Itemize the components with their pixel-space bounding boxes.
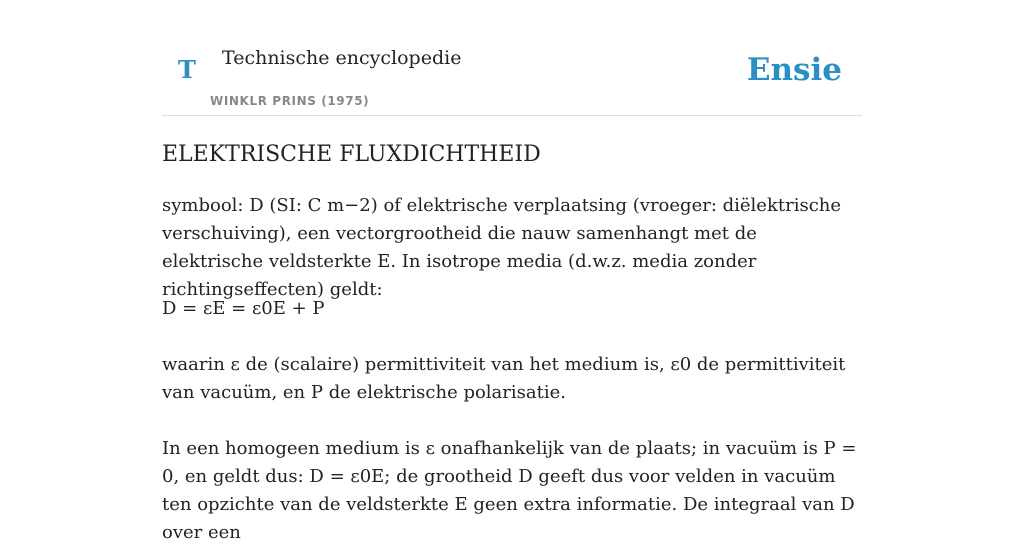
article-title: ELEKTRISCHE FLUXDICHTHEID: [162, 142, 541, 167]
source-subtitle: WINKLR PRINS (1975): [210, 94, 370, 108]
brand-logo[interactable]: Ensie: [746, 52, 842, 88]
article-paragraph: In een homogeen medium is ε onafhankelijk van de plaats; in vacuüm is P = 0, en geldt dus: D = ε0E; de grootheid D geeft dus voor velden in vacuüm ten opzichte van de veldsterkte E geen extra informatie. De integraal van D over een: [162, 438, 857, 543]
formula-paragraph: D = εE = ε0E + P: [162, 298, 325, 319]
site-header: [162, 0, 862, 116]
article-paragraph: waarin ε de (scalaire) permittiviteit van het medium is, ε0 de permittiviteit van vacuüm, en P de elektrische polarisatie.: [162, 354, 846, 403]
site-logo[interactable]: T: [178, 55, 196, 84]
site-title-link[interactable]: Technische encyclopedie: [222, 47, 462, 69]
article-paragraph: symbool: D (SI: C m−2) of elektrische verplaatsing (vroeger: diëlektrische verschuiving), een vectorgrootheid die nauw samenhangt met de elektrische veldsterkte E. In isotrope media (d.w.z. media zonder richtingseffecten) geldt:: [162, 195, 842, 300]
page: [162, 0, 862, 543]
